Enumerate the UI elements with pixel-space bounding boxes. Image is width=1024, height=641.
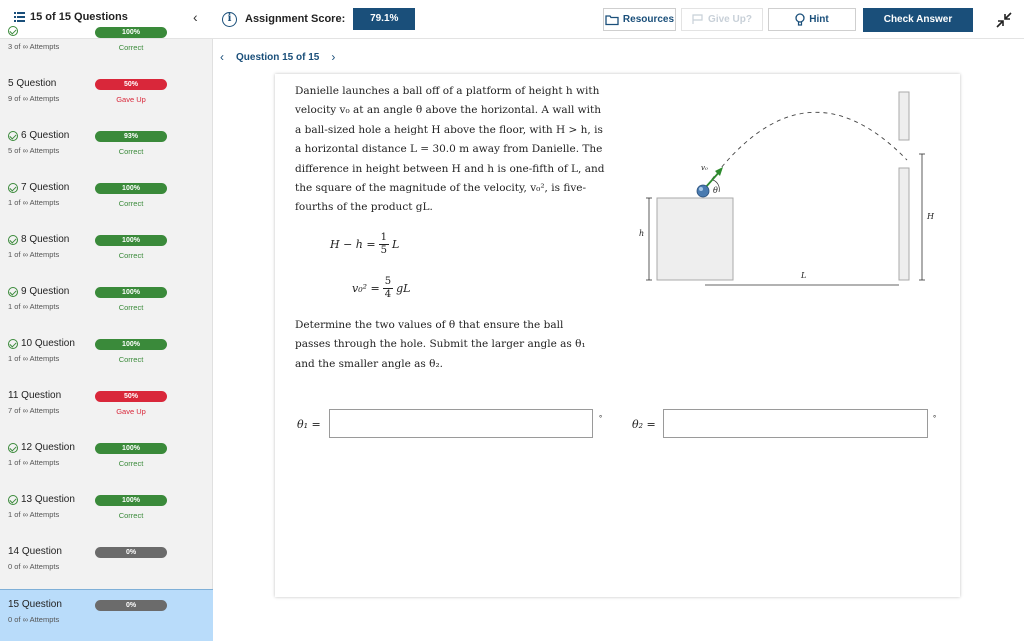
sidebar-attempts: 3 of ∞ Attempts [8,42,60,51]
lightbulb-icon [795,13,805,26]
sidebar-score-bar: 0% [95,547,167,558]
sidebar-attempts: 1 of ∞ Attempts [8,302,60,311]
label-H: H [927,212,934,221]
theta1-label: θ₁ = [297,418,321,431]
sidebar-score-bar: 100% [95,339,167,350]
sidebar-question-label: 10 Question [21,338,75,349]
eq1-rhs: L [391,238,400,251]
eq2-denominator: 4 [384,289,392,300]
sidebar-question-title [8,130,69,141]
score-badge: 79.1% [353,8,415,30]
eq1-numerator: 1 [380,232,387,243]
sidebar-question-item[interactable] [0,381,213,433]
info-icon[interactable]: i [222,12,237,27]
sidebar-score-bar: 100% [95,183,167,194]
give-up-label: Give Up? [708,14,752,25]
sidebar-question-label: 5 Question [8,78,57,89]
sidebar-score-bar: 0% [95,600,167,611]
sidebar-question-item[interactable] [0,173,213,225]
check-circle-icon [8,131,18,141]
sidebar-question-title [8,546,62,557]
sidebar-question-item[interactable] [0,121,213,173]
check-circle-icon [8,287,18,297]
score-label: Assignment Score: [245,13,346,25]
equation-height-difference [330,232,399,257]
platform [657,198,733,280]
resources-button[interactable] [603,8,676,31]
eq2-numerator: 5 [384,276,392,287]
sidebar-question-label: 13 Question [21,494,75,505]
assignment-score [222,8,415,30]
sidebar-question-item[interactable] [0,485,213,537]
equation-velocity-squared [352,276,410,301]
sidebar-question-label: 8 Question [21,234,70,245]
sidebar-attempts: 1 of ∞ Attempts [8,198,60,207]
question-prompt: Determine the two values of θ that ensure the ball passes through the hole. Submit the larger angle as θ₁ and the smaller angle as θ₂. [295,319,586,370]
theta2-input[interactable] [663,409,928,438]
resources-label: Resources [622,14,675,25]
sidebar-score-bar: 50% [95,79,167,90]
wall-upper [899,92,909,140]
label-L: L [801,271,807,280]
check-circle-icon [8,183,18,193]
sidebar-question-title [8,442,75,453]
question-sidebar [0,29,213,640]
sidebar-status: Correct [118,43,144,52]
sidebar-question-item[interactable] [0,225,213,277]
sidebar-score-bar: 100% [95,27,167,38]
sidebar-question-item[interactable] [0,17,213,69]
sidebar-question-label: 15 Question [8,599,62,610]
theta2-label: θ₂ = [632,418,656,431]
sidebar-question-label: 11 Question [8,390,62,401]
problem-text: Danielle launches a ball off of a platform of height h with velocity v₀ at an angle θ above the horizontal. A wall with a ball-sized hole a height H above the floor, with H > h, is a horizontal distance L = 30.0 m away from Danielle. The difference in height between H and h is one-fifth of L, and the square of the magnitude of the velocity, v₀², is five-fourths of the product gL. [295,85,605,214]
eq1-lhs: H − h = [330,238,376,251]
theta1-input[interactable] [329,409,593,438]
sidebar-status: Gave Up [116,95,146,104]
sidebar-question-item[interactable] [0,329,213,381]
sidebar-score-bar: 100% [95,443,167,454]
sidebar-question-label: 7 Question [21,182,70,193]
sidebar-question-title [8,78,56,89]
sidebar-question-title [8,390,61,401]
sidebar-score-bar: 100% [95,287,167,298]
collapse-arrows-icon[interactable] [994,10,1014,30]
sidebar-question-label: 6 Question [21,130,70,141]
sidebar-attempts: 1 of ∞ Attempts [8,458,60,467]
sidebar-score-bar: 50% [95,391,167,402]
folder-icon [605,14,619,25]
check-circle-icon [8,495,18,505]
sidebar-status: Correct [118,147,144,156]
sidebar-attempts: 0 of ∞ Attempts [8,615,60,624]
sidebar-question-title [8,494,75,505]
previous-question-chevron-icon[interactable]: ‹ [220,50,224,64]
next-question-chevron-icon[interactable]: › [331,50,336,64]
sidebar-question-label: 9 Question [21,286,70,297]
eq1-denominator: 5 [380,245,387,256]
flag-icon [692,14,704,25]
hint-label: Hint [809,14,829,25]
check-answer-button[interactable]: Check Answer [863,8,973,32]
label-v0: v₀ [701,164,708,172]
check-circle-icon [8,26,18,36]
ball [697,185,709,197]
sidebar-attempts: 1 of ∞ Attempts [8,250,60,259]
sidebar-question-label: 12 Question [21,442,75,453]
theta2-degree-unit: ° [933,414,937,423]
sidebar-question-item[interactable] [0,277,213,329]
check-circle-icon [8,443,18,453]
sidebar-score-bar: 100% [95,235,167,246]
sidebar-attempts: 1 of ∞ Attempts [8,354,60,363]
label-h: h [639,229,645,238]
check-circle-icon [8,339,18,349]
sidebar-question-item[interactable] [0,589,213,641]
sidebar-attempts: 5 of ∞ Attempts [8,146,60,155]
eq2-lhs: v₀² = [352,282,380,295]
sidebar-question-title [8,234,69,245]
hint-button[interactable] [768,8,856,31]
label-theta: θ [713,186,718,195]
sidebar-status: Gave Up [116,407,146,416]
sidebar-question-title [8,338,75,349]
sidebar-question-title [8,286,69,297]
sidebar-status: Correct [118,251,144,260]
sidebar-status: Correct [118,199,144,208]
wall-lower [899,168,909,280]
theta1-degree-unit: ° [599,414,603,423]
give-up-button[interactable] [681,8,763,31]
question-nav-label: Question 15 of 15 [236,51,320,63]
sidebar-attempts: 7 of ∞ Attempts [8,406,60,415]
question-count-label: 15 of 15 Questions [30,11,128,23]
sidebar-status: Correct [118,459,144,468]
projectile-diagram [635,88,951,300]
sidebar-question-title [8,26,21,36]
sidebar-question-item[interactable] [0,69,213,121]
sidebar-attempts: 9 of ∞ Attempts [8,94,60,103]
sidebar-question-title [8,599,62,610]
check-circle-icon [8,235,18,245]
eq2-rhs: gL [396,282,411,295]
sidebar-status: Correct [118,303,144,312]
sidebar-status: Correct [118,355,144,364]
sidebar-question-item[interactable] [0,433,213,485]
sidebar-question-item[interactable] [0,537,213,589]
sidebar-attempts: 1 of ∞ Attempts [8,510,60,519]
collapse-sidebar-chevron-icon[interactable]: ‹ [193,9,198,25]
sidebar-question-label: 14 Question [8,546,62,557]
question-navigation [220,50,335,64]
sidebar-status: Correct [118,511,144,520]
sidebar-question-title [8,182,69,193]
sidebar-attempts: 0 of ∞ Attempts [8,562,60,571]
sidebar-score-bar: 100% [95,495,167,506]
sidebar-score-bar: 93% [95,131,167,142]
trajectory-path [707,112,907,186]
